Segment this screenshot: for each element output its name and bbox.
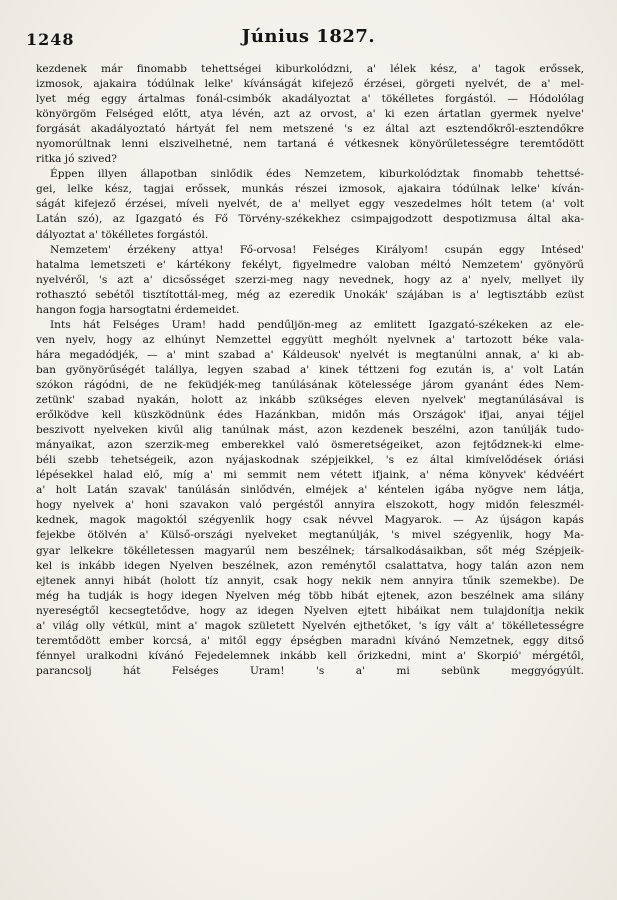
text-line: teremtődött ember korcsá, a' mitől eggy épségben maradni kívánó Nemzetnek, eggy ditső [36, 634, 584, 647]
text-line: ejtenek annyi hibát (holott tíz annyit, csak hogy nekik nem annyira tűnik szemekbe). De [36, 574, 584, 587]
text-line: könyörgöm Felséged előtt, atya lévén, azt az orvost, a' ki ezen ártatlan gyermek nyelve' [36, 108, 584, 121]
text-line: gei, lelke kész, tagjai erőssek, munkás részei izmosok, ajakaira tódúlnak lelke' kíván- [36, 183, 584, 196]
text-line: erőlködve kell küszködnünk édes Hazánkban, midőn más Országok' ifjai, anyai téjjel [36, 409, 584, 422]
page-header [0, 26, 617, 50]
text-line: béli szebb tehetségeik, azon nyájaskodnak szépjeikkel, 's ez által kimívelődések óriási [36, 454, 584, 467]
text-line: kezdenek már finomabb tehettségei kiburkolódzni, a' lélek kész, a' tagok erőssek, [36, 63, 584, 75]
text-line: beszivott nyelveken kivűl alig tanúlnak mást, azon kezdenek beszélni, azon tanúlják tudo- [36, 424, 584, 437]
text-line: nyomorúltnak lenni elszivelhetné, nem tartaná é vétkesnek könyörűletességre teremtődött [36, 138, 584, 151]
text-line: izmosok, ajakaira tódúlnak lelke' kívánságát kifejező érzései, görgeti nyelvét, de a' mel- [36, 78, 584, 91]
text-line: rothasztó sebétől tisztítottál-meg, még az ezeredik Unokák' szájában is a' legtisztább ezüst [36, 288, 584, 301]
text-line: hogy nyelvek a' honi szavakon való pergéstől annyira elszokott, hogy midőn feleszmél- [36, 499, 584, 512]
text-line: kednek, magok magoktól szégyenlik hogy csak névvel Magyarok. — Az újságon kapás [36, 514, 584, 527]
text-line: hára megadódjék, — a' mint szabad a' Káldeusok' nyelvét is megtanúlni annak, a' ki ab- [36, 348, 584, 361]
paragraph-start-line: Éppen illyen állapotban sinlődik édes Nemzetem, kiburkolództak finomabb tehettsé- [50, 168, 584, 181]
text-line: nyelvéről, 's azt a' dicsősséget szerzi-meg nagy nevednek, hogy az a' nyelv, mellyet ily [36, 273, 584, 286]
running-head: Június 1827. [241, 26, 376, 47]
text-line: a' világ olly vétkül, mint a' magok született Nyelvén ejthetőket, 's így vált a' tökélletességre [36, 619, 584, 632]
body-text [36, 62, 584, 694]
paragraph-start-line: Nemzetem' érzékeny attya! Fő-orvosa! Felséges Királyom! csupán eggy Intésed' [50, 243, 584, 256]
text-line: hangon fogja harsogtatni érdemeidet. [36, 303, 240, 316]
text-line: ven nyelv, hogy az elhúnyt Nemzettel eggyütt meghólt nyelvnek a' tartozott béke vala- [36, 333, 584, 346]
text-line: gyar lelkekre tökélletessen magyarúl nem beszélnek; társalkodásaikban, sőt még Szépjeik- [36, 544, 584, 557]
text-line: forgását akadályoztató hártyát fel nem metszené 's ez által azt esztendőkről-esztendőkre [36, 123, 584, 136]
text-line: Latán szó), az Igazgató és Fő Törvény-székekhez csimpajgodzott despotizmusa által aka- [36, 213, 584, 226]
text-line: fejekbe ötölvén a' Külső-országi nyelveket megtanúlják, 's mivel szégyenlik, hogy Ma- [36, 529, 584, 542]
text-line: még ha tudják is hogy idegen Nyelven még több hibát ejtenek, azon beszélnek ama silány [36, 589, 584, 602]
paragraph-start-line: Ints hát Felséges Uram! hadd pendűljön-meg az emlitett Igazgató-székeken az ele- [50, 318, 584, 331]
text-line [36, 679, 584, 694]
text-line: mányaikat, azon szerzik-meg emberekkel való ösmeretségeiket, azon fejtődznek-ki elme- [36, 439, 584, 452]
text-line: szókon rágódni, de ne feküdjék-meg tanúlásának kötelessége járom gyanánt édes Nem- [36, 378, 584, 391]
text-line: a' holt Latán szavak' tanúlásán sinlődvén, elméjek a' kéntelen igába nyögve nem látja, [36, 484, 584, 497]
text-line: fénnyel uralkodni kívánó Fejedelemnek inkább kell őrizkedni, mint a' Skorpió' mérgétől, [36, 649, 584, 662]
text-line: nyereségtől kecsegtetődve, hogy az idegen Nyelven ejtett hibáikat nem tulajdonítja nekik [36, 604, 584, 617]
text-line: ságát kifejező érzései, míveli nyelvét, de a' mellyet eggy veszedelmes hólt tetem (a' volt [36, 198, 584, 211]
page-number: 1248 [26, 30, 75, 49]
text-line: hatalma lemetszeti e' kártékony fekélyt, figyelmedre valoban méltó Nemzetem' gyönyörű [36, 258, 584, 271]
text-line: parancsolj hát Felséges Uram! 's a' mi sebünk meggyógyúlt. [36, 664, 584, 677]
text-line: kel is inkább idegen Nyelven beszélnek, azon reménytől csalattatva, hogy talán azon nem [36, 559, 584, 572]
text-line: lyet még eggy ártalmas fonál-csimbók akadályoztat a' tökélletes forgástól. — Hódolólag [36, 93, 584, 106]
text-line: ritka jó szived? [36, 153, 117, 166]
text-line: lépésekkel halad elő, míg a' mi semmit nem vétett ifjaink, a' néma könyvek' kédvéért [36, 469, 584, 482]
text-line: ban gyönyörűségét talállya, legyen szabad a' kinek téttzeni fog ezután is, a' volt Latán [36, 363, 584, 376]
text-line: zetünk' szabad nyakán, holott az inkább szükséges eleven nyelvek' megtanúlásával is [36, 394, 584, 407]
text-line: dályoztat a' tökélletes forgástól. [36, 228, 209, 241]
